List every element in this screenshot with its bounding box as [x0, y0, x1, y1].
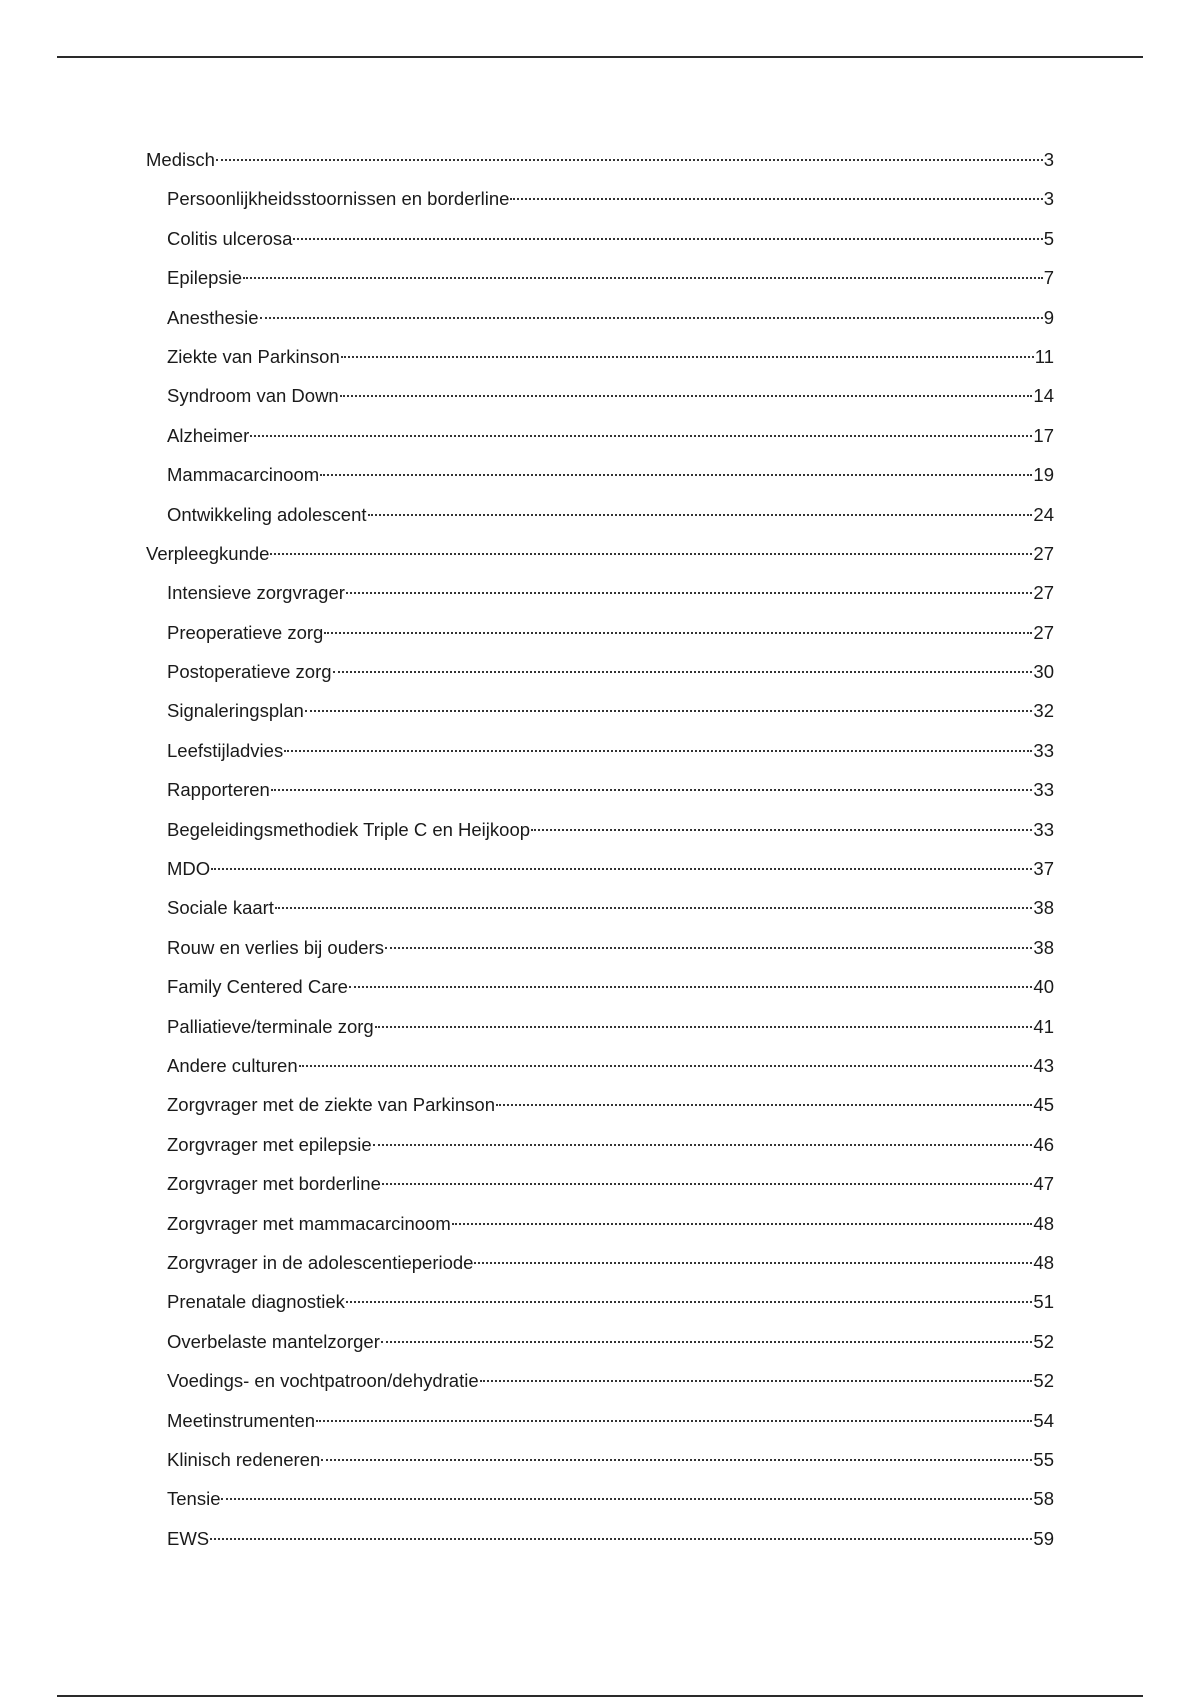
toc-dot-leader [284, 750, 1032, 752]
toc-section-entry[interactable] [146, 534, 1054, 573]
toc-entry-title: Palliatieve/terminale zorg [167, 1015, 374, 1037]
toc-dot-leader [341, 356, 1034, 358]
toc-dot-leader [260, 317, 1043, 319]
toc-entry-title: Family Centered Care [167, 976, 348, 998]
toc-dot-leader [250, 435, 1032, 437]
toc-dot-leader [211, 868, 1032, 870]
toc-dot-leader [382, 1183, 1033, 1185]
toc-entry-page-number: 19 [1033, 464, 1054, 486]
toc-subsection-entry[interactable] [146, 376, 1054, 415]
toc-entry-title: Zorgvrager met epilepsie [167, 1133, 372, 1155]
toc-entry-title: Tensie [167, 1488, 221, 1510]
toc-subsection-entry[interactable] [146, 495, 1054, 534]
toc-subsection-entry[interactable] [146, 1519, 1054, 1558]
toc-entry-page-number: 45 [1033, 1094, 1054, 1116]
toc-dot-leader [271, 789, 1033, 791]
toc-entry-title: Begeleidingsmethodiek Triple C en Heijkoop [167, 818, 531, 840]
toc-subsection-entry[interactable] [146, 928, 1054, 967]
toc-subsection-entry[interactable] [146, 179, 1054, 218]
toc-entry-title: Overbelaste mantelzorger [167, 1330, 380, 1352]
toc-entry-page-number: 37 [1033, 858, 1054, 880]
toc-dot-leader [270, 553, 1032, 555]
toc-entry-title: Intensieve zorgvrager [167, 582, 345, 604]
toc-dot-leader [349, 986, 1032, 988]
toc-subsection-entry[interactable] [146, 967, 1054, 1006]
toc-entry-page-number: 38 [1033, 897, 1054, 919]
toc-dot-leader [346, 592, 1033, 594]
toc-dot-leader [385, 947, 1032, 949]
toc-entry-page-number: 9 [1043, 306, 1054, 328]
toc-subsection-entry[interactable] [146, 1361, 1054, 1400]
toc-entry-title: Signaleringsplan [167, 700, 304, 722]
toc-dot-leader [510, 198, 1042, 200]
toc-entry-page-number: 33 [1033, 739, 1054, 761]
toc-entry-title: Zorgvrager in de adolescentieperiode [167, 1251, 474, 1273]
toc-dot-leader [333, 671, 1033, 673]
toc-entry-page-number: 5 [1043, 227, 1054, 249]
footer-rule [57, 1695, 1143, 1697]
toc-subsection-entry[interactable] [146, 1322, 1054, 1361]
toc-subsection-entry[interactable] [146, 573, 1054, 612]
toc-entry-title: Alzheimer [167, 424, 250, 446]
toc-subsection-entry[interactable] [146, 1282, 1054, 1321]
toc-entry-page-number: 24 [1033, 503, 1054, 525]
toc-dot-leader [531, 829, 1032, 831]
header-rule [57, 56, 1143, 58]
toc-subsection-entry[interactable] [146, 810, 1054, 849]
toc-dot-leader [320, 474, 1032, 476]
toc-subsection-entry[interactable] [146, 298, 1054, 337]
toc-dot-leader [299, 1065, 1033, 1067]
toc-dot-leader [381, 1341, 1033, 1343]
toc-entry-page-number: 33 [1033, 779, 1054, 801]
toc-subsection-entry[interactable] [146, 731, 1054, 770]
toc-subsection-entry[interactable] [146, 258, 1054, 297]
toc-entry-page-number: 51 [1033, 1291, 1054, 1313]
toc-entry-title: Zorgvrager met borderline [167, 1173, 381, 1195]
toc-entry-title: Andere culturen [167, 1054, 298, 1076]
toc-entry-page-number: 11 [1034, 345, 1054, 367]
toc-subsection-entry[interactable] [146, 849, 1054, 888]
toc-subsection-entry[interactable] [146, 1125, 1054, 1164]
toc-subsection-entry[interactable] [146, 219, 1054, 258]
toc-dot-leader [368, 514, 1033, 516]
toc-subsection-entry[interactable] [146, 652, 1054, 691]
toc-entry-page-number: 38 [1033, 936, 1054, 958]
toc-dot-leader [221, 1498, 1032, 1500]
toc-entry-title: Leefstijladvies [167, 739, 284, 761]
toc-entry-page-number: 27 [1033, 542, 1054, 564]
toc-entry-page-number: 40 [1033, 976, 1054, 998]
toc-entry-page-number: 58 [1033, 1488, 1054, 1510]
toc-entry-page-number: 14 [1033, 385, 1054, 407]
toc-dot-leader [210, 1538, 1032, 1540]
toc-dot-leader [275, 907, 1032, 909]
toc-dot-leader [243, 277, 1043, 279]
toc-entry-page-number: 54 [1033, 1409, 1054, 1431]
toc-entry-title: Anesthesie [167, 306, 259, 328]
toc-entry-title: EWS [167, 1527, 210, 1549]
toc-entry-page-number: 52 [1033, 1370, 1054, 1392]
toc-entry-title: Rapporteren [167, 779, 270, 801]
toc-entry-page-number: 46 [1033, 1133, 1054, 1155]
toc-subsection-entry[interactable] [146, 1007, 1054, 1046]
toc-dot-leader [293, 238, 1042, 240]
toc-subsection-entry[interactable] [146, 770, 1054, 809]
toc-dot-leader [452, 1223, 1033, 1225]
toc-entry-title: Sociale kaart [167, 897, 274, 919]
toc-section-entry[interactable] [146, 140, 1054, 179]
toc-dot-leader [373, 1144, 1033, 1146]
toc-subsection-entry[interactable] [146, 1085, 1054, 1124]
toc-subsection-entry[interactable] [146, 337, 1054, 376]
toc-dot-leader [346, 1301, 1032, 1303]
toc-entry-page-number: 59 [1033, 1527, 1054, 1549]
toc-subsection-entry[interactable] [146, 416, 1054, 455]
toc-entry-title: Epilepsie [167, 267, 243, 289]
toc-dot-leader [375, 1026, 1033, 1028]
toc-entry-title: Zorgvrager met mammacarcinoom [167, 1212, 451, 1234]
toc-subsection-entry[interactable] [146, 613, 1054, 652]
toc-entry-title: Prenatale diagnostiek [167, 1291, 345, 1313]
toc-entry-page-number: 3 [1043, 149, 1054, 170]
toc-entry-page-number: 27 [1033, 621, 1054, 643]
toc-entry-title: Zorgvrager met de ziekte van Parkinson [167, 1094, 496, 1116]
toc-entry-title: Persoonlijkheidsstoornissen en borderline [167, 188, 510, 210]
toc-entry-page-number: 3 [1043, 188, 1054, 210]
toc-dot-leader [216, 159, 1043, 161]
toc-entry-title: Voedings- en vochtpatroon/dehydratie [167, 1370, 479, 1392]
toc-entry-page-number: 52 [1033, 1330, 1054, 1352]
table-of-contents [146, 140, 1054, 1558]
toc-entry-page-number: 48 [1033, 1251, 1054, 1273]
toc-entry-title: Medisch [146, 149, 215, 170]
toc-dot-leader [474, 1262, 1032, 1264]
toc-entry-page-number: 7 [1043, 267, 1054, 289]
toc-entry-title: MDO [167, 858, 211, 880]
toc-entry-page-number: 55 [1033, 1448, 1054, 1470]
toc-dot-leader [496, 1104, 1032, 1106]
toc-subsection-entry[interactable] [146, 1164, 1054, 1203]
toc-entry-title: Ontwikkeling adolescent [167, 503, 367, 525]
toc-entry-title: Colitis ulcerosa [167, 227, 293, 249]
toc-dot-leader [321, 1459, 1032, 1461]
toc-dot-leader [305, 710, 1033, 712]
toc-subsection-entry[interactable] [146, 691, 1054, 730]
toc-entry-title: Rouw en verlies bij ouders [167, 936, 384, 958]
toc-entry-page-number: 27 [1033, 582, 1054, 604]
toc-dot-leader [316, 1420, 1032, 1422]
toc-entry-title: Mammacarcinoom [167, 464, 320, 486]
toc-dot-leader [480, 1380, 1033, 1382]
toc-entry-title: Preoperatieve zorg [167, 621, 324, 643]
toc-entry-page-number: 48 [1033, 1212, 1054, 1234]
toc-subsection-entry[interactable] [146, 1243, 1054, 1282]
toc-entry-page-number: 32 [1033, 700, 1054, 722]
toc-entry-page-number: 43 [1033, 1054, 1054, 1076]
toc-entry-page-number: 30 [1033, 661, 1054, 683]
toc-entry-page-number: 33 [1033, 818, 1054, 840]
toc-subsection-entry[interactable] [146, 1046, 1054, 1085]
toc-entry-page-number: 47 [1033, 1173, 1054, 1195]
toc-dot-leader [340, 395, 1033, 397]
toc-entry-title: Ziekte van Parkinson [167, 345, 340, 367]
toc-entry-title: Klinisch redeneren [167, 1448, 321, 1470]
toc-subsection-entry[interactable] [146, 1204, 1054, 1243]
toc-subsection-entry[interactable] [146, 1401, 1054, 1440]
toc-entry-page-number: 41 [1033, 1015, 1054, 1037]
toc-dot-leader [324, 632, 1032, 634]
toc-subsection-entry[interactable] [146, 888, 1054, 927]
toc-entry-title: Meetinstrumenten [167, 1409, 316, 1431]
toc-entry-title: Postoperatieve zorg [167, 661, 332, 683]
toc-subsection-entry[interactable] [146, 1479, 1054, 1518]
toc-entry-title: Syndroom van Down [167, 385, 339, 407]
toc-entry-page-number: 17 [1033, 424, 1054, 446]
toc-entry-title: Verpleegkunde [146, 542, 270, 564]
toc-subsection-entry[interactable] [146, 455, 1054, 494]
toc-subsection-entry[interactable] [146, 1440, 1054, 1479]
